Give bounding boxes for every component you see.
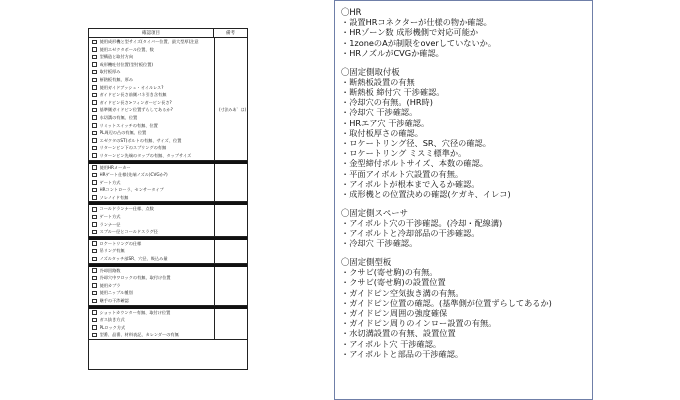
checkbox[interactable] xyxy=(92,249,97,254)
checklist-row xyxy=(89,137,247,145)
checkbox[interactable] xyxy=(92,180,97,185)
checkbox[interactable] xyxy=(92,70,97,75)
checkbox[interactable] xyxy=(92,257,97,262)
notes-section xyxy=(341,257,592,359)
notes-item: ・成形機との位置決めの確認(ケガキ、イレコ) xyxy=(341,188,511,199)
checkbox[interactable] xyxy=(92,47,97,52)
checklist-item-label: 冷却穴中ワロックの有無、取付け位置 xyxy=(99,275,171,281)
notes-item: ・クサビ(寄せ駒)の有無。 xyxy=(341,267,438,278)
checklist-item-label: ショットカウンター有無、取付け位置 xyxy=(99,309,171,315)
checklist-row xyxy=(89,316,247,324)
checklist-row xyxy=(89,331,247,339)
checklist-group xyxy=(89,306,247,340)
checklist-group xyxy=(89,38,247,161)
checkbox[interactable] xyxy=(92,100,97,105)
notes-section xyxy=(341,7,592,58)
checklist-row xyxy=(89,76,247,84)
checklist-item-label: PL周辺の凸の有無、位置 xyxy=(99,130,147,136)
checklist-item-label: 成形機吐付位置(型付板位置) xyxy=(99,61,154,67)
checkbox[interactable] xyxy=(92,268,97,273)
checklist-item-label: PLロック方式 xyxy=(99,324,126,330)
checkbox[interactable] xyxy=(92,123,97,128)
notes-panel xyxy=(334,0,593,400)
notes-section-title: 〇固定側取付板 xyxy=(341,66,400,77)
notes-item: ・金型締付ボルトサイズ、本数の確認。 xyxy=(341,158,488,169)
checklist-item-label: 継手の干渉確認 xyxy=(99,298,129,303)
checklist-item-label: リミットスイッチの有無、位置 xyxy=(99,122,158,128)
checkbox[interactable] xyxy=(92,195,97,200)
checklist-row xyxy=(89,324,247,332)
checklist-item-note: (寸法みあ゛は) xyxy=(219,107,247,113)
checklist-row xyxy=(89,99,247,107)
checkbox[interactable] xyxy=(92,230,97,235)
checklist-row xyxy=(89,114,247,122)
checklist-item-label: エゼクタのST(ボルトの有無、サイズ、位置 xyxy=(99,137,182,143)
checkbox[interactable] xyxy=(92,310,97,315)
checklist-row xyxy=(89,186,247,194)
checkbox[interactable] xyxy=(92,40,97,45)
checklist-row xyxy=(89,255,247,263)
checklist-item-label: 使用ニップル種別 xyxy=(99,290,133,296)
checkbox[interactable] xyxy=(92,222,97,227)
checkbox[interactable] xyxy=(92,93,97,98)
checklist-item-label: 取付板厚み xyxy=(99,69,121,75)
checkbox[interactable] xyxy=(92,318,97,323)
checkbox[interactable] xyxy=(92,146,97,151)
checklist-item-label: 冷却回路数 xyxy=(99,267,121,273)
checkbox[interactable] xyxy=(92,165,97,170)
checkbox[interactable] xyxy=(92,85,97,90)
checkbox[interactable] xyxy=(92,153,97,158)
checklist-item-label: HRゲート仕様(先端ノズル)CVGか?) xyxy=(99,172,168,178)
checklist-row xyxy=(89,171,247,179)
notes-item: ・ガイドピン位置の確認。(基準側が位置ずらしてあるか) xyxy=(341,297,552,308)
checkbox[interactable] xyxy=(92,299,97,304)
checklist-row xyxy=(89,84,247,92)
checklist-header xyxy=(89,29,247,38)
checklist-item-label: 型構造と取付方向 xyxy=(99,54,134,60)
checkbox[interactable] xyxy=(92,291,97,296)
checkbox[interactable] xyxy=(92,62,97,67)
notes-item: ・冷却穴 干渉確認。 xyxy=(341,238,418,249)
checklist-item-label: 使用ガイドブッシュ・オイルレス? xyxy=(99,84,164,90)
checklist-row xyxy=(89,221,247,229)
checklist-item-label: 使用成形機と型サイズ(タイバー位置、最大型厚)注意 xyxy=(99,39,199,44)
checklist-item-label: リターンピン先端のタップの有無、タップサイズ xyxy=(99,152,192,158)
checkbox[interactable] xyxy=(92,333,97,338)
notes-section-title: 〇固定側型板 xyxy=(341,256,392,267)
checkbox[interactable] xyxy=(92,276,97,281)
notes-item: ・ロケートリング径、SR、穴径の確認。 xyxy=(341,137,491,148)
checklist-group xyxy=(89,264,247,306)
checkbox[interactable] xyxy=(92,138,97,143)
notes-item: ・アイボルト穴 干渉確認。 xyxy=(341,338,442,349)
checkbox[interactable] xyxy=(92,188,97,193)
checklist-row xyxy=(89,179,247,187)
checkbox[interactable] xyxy=(92,131,97,136)
checklist-body xyxy=(89,38,247,340)
checklist-item-label: 水切溝の有無、位置 xyxy=(99,114,138,120)
checklist-item-label: 基準側ガイドピン位置ずらしてあるか? xyxy=(99,107,173,113)
checklist-item-label: ガス抜き方式 xyxy=(99,317,125,323)
checklist-row xyxy=(89,122,247,130)
notes-item: ・ガイドピン周りのインロー設置の有無。 xyxy=(341,318,497,329)
notes-item: ・断熱板設置の有無 xyxy=(341,76,415,87)
notes-item: ・冷却穴の有無。(HR時) xyxy=(341,97,433,108)
checklist-item-label: リターンピン下のスプリングの有無 xyxy=(99,145,167,151)
notes-item: ・1zoneのAが制限をoverしていないか。 xyxy=(341,37,497,48)
checklist-row xyxy=(89,164,247,172)
checkbox[interactable] xyxy=(92,283,97,288)
checklist-row xyxy=(89,289,247,297)
checklist-row xyxy=(89,205,247,213)
notes-section xyxy=(341,208,592,249)
checklist-table xyxy=(88,28,248,370)
checklist-item-label: ソレノイド有無 xyxy=(99,194,129,200)
checklist-row xyxy=(89,274,247,282)
checklist-item-label: ノズルタッチ部SR、穴径、吸込み量 xyxy=(99,256,168,262)
checklist-row xyxy=(89,61,247,69)
notes-item: ・アイボルトと冷却部品の干渉確認。 xyxy=(341,228,480,239)
notes-item: ・HRエア穴 干渉確認。 xyxy=(341,117,430,128)
checklist-row xyxy=(89,309,247,317)
notes-item: ・クサビ(寄せ駒)の設置位置 xyxy=(341,277,446,288)
checkbox[interactable] xyxy=(92,173,97,178)
notes-item: ・設置HRコネクターが仕様の物か確認。 xyxy=(341,17,492,28)
checklist-row xyxy=(89,53,247,61)
checklist-row xyxy=(89,213,247,221)
notes-section-title: 〇固定側スペーサ xyxy=(341,207,408,218)
checklist-group xyxy=(89,202,247,236)
checklist-row xyxy=(89,152,247,160)
notes-item: ・ガイドピン周囲の強度確保 xyxy=(341,307,448,318)
checklist-row xyxy=(89,228,247,236)
checklist-header-item: 確認項目 xyxy=(89,29,214,37)
checklist-row xyxy=(89,46,247,54)
notes-item: ・HRノズルがCVGか確認。 xyxy=(341,47,444,58)
checklist-item-label: 使用カプラ xyxy=(99,282,121,288)
checkbox[interactable] xyxy=(92,78,97,83)
checkbox[interactable] xyxy=(92,108,97,113)
checklist-header-note: 備考 xyxy=(226,31,235,36)
checklist-row xyxy=(89,129,247,137)
checklist-row xyxy=(89,144,247,152)
checkbox[interactable] xyxy=(92,325,97,330)
notes-section xyxy=(341,67,592,200)
checklist-row xyxy=(89,194,247,202)
checklist-row xyxy=(89,240,247,248)
notes-item: ・HRゾーン数 成形機側で対応可能か xyxy=(341,27,479,38)
checklist-item-label: コールドランナー仕様、点数 xyxy=(99,206,154,212)
checklist-item-label: 使用HRメーカー xyxy=(99,164,131,170)
checklist-item-label: HRコントローラ、センサータイプ xyxy=(99,187,164,193)
checklist-item-label: ゲート方式 xyxy=(99,179,121,185)
checklist-row xyxy=(89,282,247,290)
checkbox[interactable] xyxy=(92,207,97,212)
checklist-item-label: ロケートリングの仕様 xyxy=(99,240,142,246)
checklist-row xyxy=(89,247,247,255)
checklist-item-label: 断熱板有無、厚み xyxy=(99,76,134,82)
checklist-item-label: 型番、品番、材料表記、カレンダーの有無 xyxy=(99,332,179,338)
notes-item: ・取付板厚さの確認。 xyxy=(341,127,423,138)
notes-section-title: 〇HR xyxy=(341,7,362,17)
checklist-row xyxy=(89,297,247,305)
notes-item: ・水切溝設置の有無、設置位置 xyxy=(341,328,456,339)
checkbox[interactable] xyxy=(92,115,97,120)
checklist-item-label: 吊リング有無 xyxy=(99,248,125,254)
notes-item: ・断熱板 締付穴 干渉確認。 xyxy=(341,86,445,97)
checklist-group xyxy=(89,237,247,264)
checklist-row xyxy=(89,267,247,275)
notes-item: ・アイボルトと部品の干渉確認。 xyxy=(341,348,464,359)
notes-item: ・平面アイボルト穴設置の有無。 xyxy=(341,168,464,179)
checklist-row xyxy=(89,68,247,76)
notes-item: ・ロケートリング ミスミ標準か。 xyxy=(341,148,467,159)
checkbox[interactable] xyxy=(92,55,97,60)
checklist-group xyxy=(89,161,247,203)
checklist-item-label: 使用エゼクタボール位置、数 xyxy=(99,46,154,52)
notes-item: ・冷却穴 干渉確認。 xyxy=(341,107,418,118)
checklist-item-label: ゲート方式 xyxy=(99,214,121,220)
checklist-item-label: ガイドピン長さ前側パネ引き含有無 xyxy=(99,92,167,98)
checklist-item-label: ガイドピン長さ>フィンガーピン長さ? xyxy=(99,99,172,105)
notes-item: ・アイボルトが根本まで入るか確認。 xyxy=(341,178,480,189)
checkbox[interactable] xyxy=(92,215,97,220)
checklist-row xyxy=(89,38,247,46)
checkbox[interactable] xyxy=(92,241,97,246)
notes-item: ・アイボルト穴の干渉確認。(冷却・配線溝) xyxy=(341,217,503,228)
checklist-item-label: ランナー径 xyxy=(99,221,121,227)
checklist-row xyxy=(89,91,247,99)
notes-item: ・ガイドピン空気抜き溝の有無。 xyxy=(341,287,464,298)
checklist-item-label: スプルー径とコールドスラグ径 xyxy=(99,229,158,235)
checklist-row xyxy=(89,106,247,114)
